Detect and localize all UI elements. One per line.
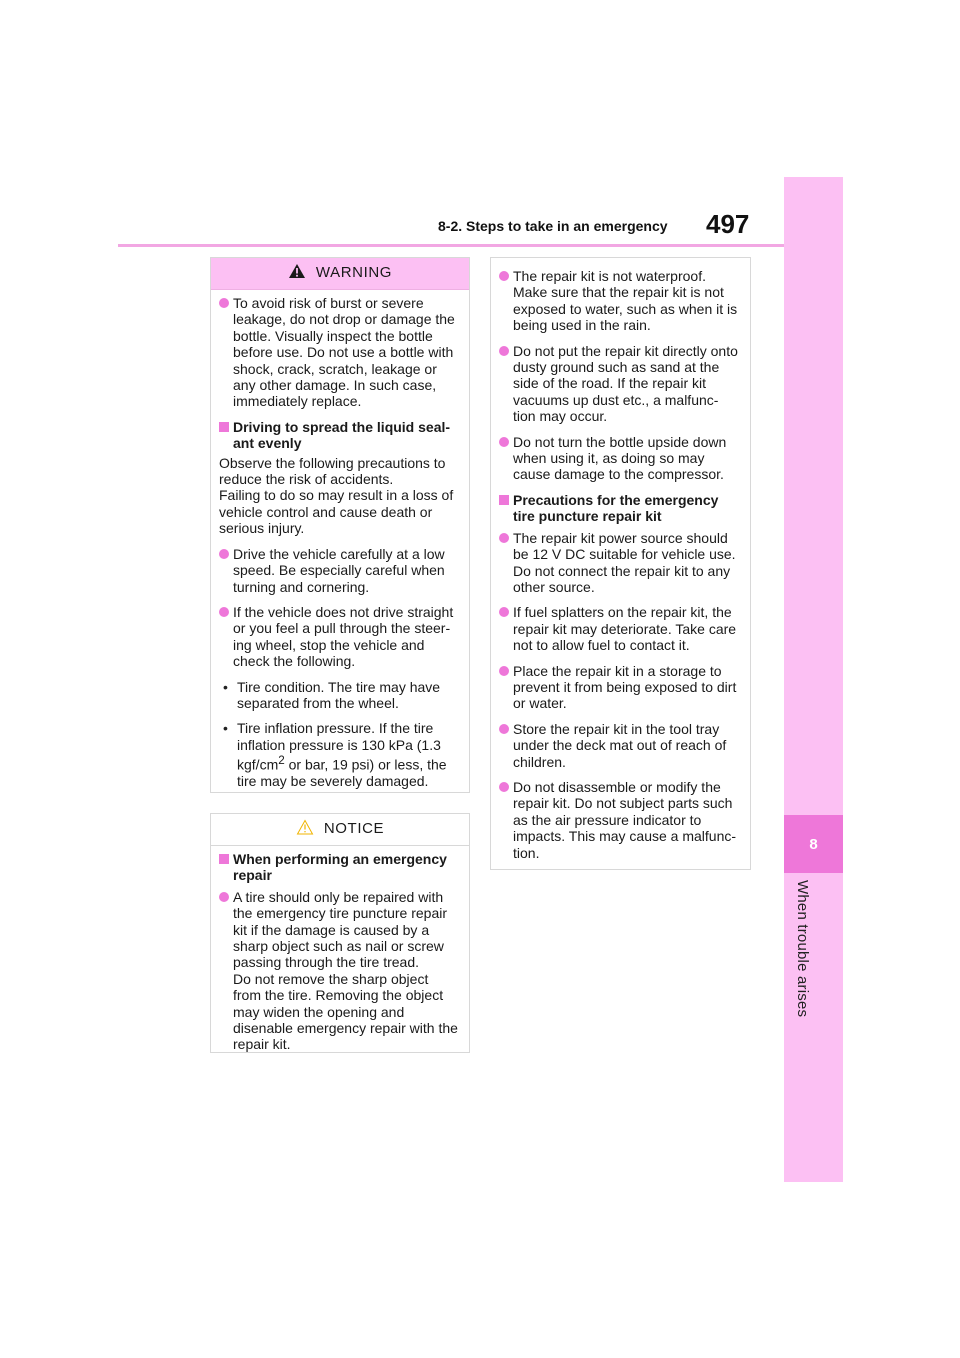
bullet-icon (219, 549, 229, 559)
list-item: If fuel splatters on the repair kit, the repair kit may deteriorate. Take care not to allow fuel to contact it. (499, 604, 740, 653)
chapter-number: 8 (784, 815, 843, 873)
list-item: The repair kit is not waterproof. Make sure that the repair kit is not exposed to water, such as when it is being used in the rain. (499, 268, 740, 334)
notice-header (211, 814, 469, 846)
list-item: The repair kit power source should be 12 V DC suitable for vehicle use. Do not connect the repair kit to any other source. (499, 530, 740, 596)
list-item: If the vehicle does not drive straight or you feel a pull through the steer-ing wheel, stop the vehicle and check the following. (219, 604, 459, 670)
list-item: Do not disassemble or modify the repair kit. Do not subject parts such as the air pressure indicator to impacts. This may cause a malfunc-tion. (499, 779, 740, 861)
sub-list-item: • Tire condition. The tire may have separated from the wheel. (223, 678, 441, 711)
notice-box (210, 813, 470, 1053)
chapter-side-tab (784, 177, 843, 1182)
bullet-icon (219, 607, 229, 617)
notice-continued-box (490, 257, 751, 870)
list-item: Do not put the repair kit directly onto dusty ground such as sand at the side of the road. If the repair kit vacuums up dust etc., a malfunc-tion may occur. (499, 343, 740, 425)
warning-title: WARNING (315, 264, 393, 282)
caution-triangle-icon (296, 819, 314, 839)
sub-bullet-icon: • (223, 720, 228, 737)
bullet-icon (499, 607, 509, 617)
notice-title: NOTICE (323, 820, 385, 838)
square-bullet-icon (219, 854, 229, 864)
warning-header (211, 258, 469, 290)
section-title: 8-2. Steps to take in an emergency (438, 218, 668, 234)
notice-subheading: When performing an emergency repair (219, 851, 459, 884)
bullet-icon (499, 666, 509, 676)
bullet-icon (499, 346, 509, 356)
header-rule (118, 244, 784, 247)
square-bullet-icon (219, 422, 229, 432)
bullet-icon (499, 533, 509, 543)
paragraph: Observe the following precautions to reduce the risk of accidents. Failing to do so may result in a loss of vehicle control and cause death or serious injury. (219, 454, 454, 537)
page-number: 497 (706, 209, 750, 239)
list-item: To avoid risk of burst or severe leakage, do not drop or damage the bottle. Visually inspect the bottle before use. Do not use a bottle with shock, crack, scratch, leakage or any other damage. In such case, immediately replace. (219, 295, 459, 410)
list-item: A tire should only be repaired with the emergency tire puncture repair kit if the damage is caused by a sharp object such as nail or screw passing through the tire tread. Do not remove the sharp object from the tire. Removing the object may widen the opening and disenable emergency repair with the repair kit. (219, 889, 459, 1053)
list-item: Drive the vehicle carefully at a low speed. Be especially careful when turning and cornering. (219, 546, 459, 595)
sub-bullet-icon: • (223, 678, 228, 695)
bullet-icon (219, 298, 229, 308)
bullet-icon (499, 271, 509, 281)
bullet-icon (499, 724, 509, 734)
list-item: Place the repair kit in a storage to prevent it from being exposed to dirt or water. (499, 663, 740, 712)
bullet-icon (499, 437, 509, 447)
list-item: Store the repair kit in the tool tray under the deck mat out of reach of children. (499, 721, 740, 770)
bullet-icon (219, 892, 229, 902)
warning-box (210, 257, 470, 793)
warning-subheading: Driving to spread the liquid seal-ant evenly (219, 419, 459, 452)
bullet-icon (499, 782, 509, 792)
warning-triangle-icon (288, 263, 306, 283)
list-item: Do not turn the bottle upside down when using it, as doing so may cause damage to the compressor. (499, 434, 740, 483)
sub-list-item: • Tire inflation pressure. If the tire inflation pressure is 130 kPa (1.3 kgf/$cm^2$ or bar, 19 psi) or less, the tire may be severely damaged. (223, 720, 447, 790)
chapter-title: When trouble arises (794, 880, 811, 1018)
square-bullet-icon (499, 495, 509, 505)
right-subheading: Precautions for the emergency tire puncture repair kit (499, 492, 740, 525)
